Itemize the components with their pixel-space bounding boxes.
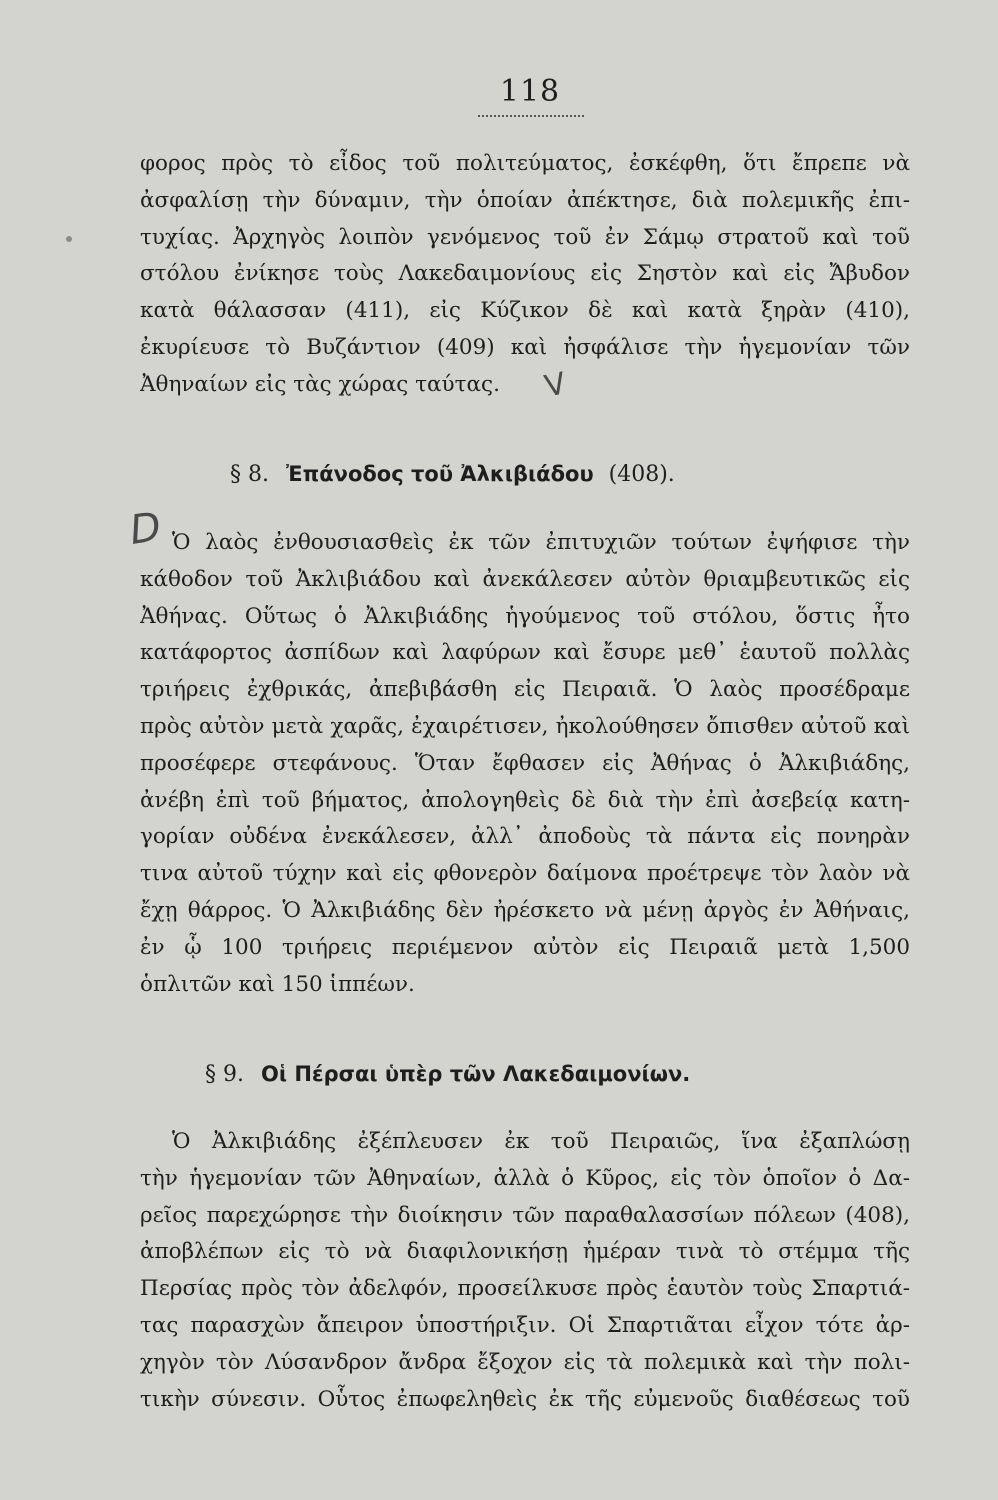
text-line: ἀποβλέπων εἰς τὸ νὰ διαφιλονικήσῃ ἡμέραν τινὰ τὸ στέμμα τῆς bbox=[140, 1239, 910, 1265]
text-line: στόλου ἐνίκησε τοὺς Λακεδαιμονίους εἰς Σηστὸν καὶ εἰς Ἄβυδον bbox=[140, 261, 910, 287]
text-line: ἀνέβη ἐπὶ τοῦ βήματος, ἀπολογηθεὶς δὲ διὰ τὴν ἐπὶ ἀσεβείᾳ κατη- bbox=[140, 787, 910, 813]
text-line: τικὴν σύνεσιν. Οὗτος ἐπωφεληθεὶς ἐκ τῆς εὐμενοῦς διαθέσεως τοῦ bbox=[140, 1386, 910, 1412]
section-8-heading bbox=[230, 462, 675, 487]
paragraph-3 bbox=[140, 1124, 910, 1418]
handwritten-initial: D bbox=[126, 504, 164, 554]
text-line: ἀσφαλίσῃ τὴν δύναμιν, τὴν ὁποίαν ἀπέκτησε, διὰ πολεμικῆς ἐπι- bbox=[140, 187, 910, 213]
section-title: Οἱ Πέρσαι ὑπὲρ τῶν Λακεδαιμονίων. bbox=[260, 1062, 691, 1086]
text-line: ἐν ᾧ 100 τριήρεις περιέμενον αὐτὸν εἰς Πειραιᾶ μετὰ 1,500 bbox=[140, 934, 910, 960]
section-symbol: § 8. bbox=[230, 462, 269, 487]
paragraph-1 bbox=[140, 146, 910, 404]
text-line: Ὁ λαὸς ἐνθουσιασθεὶς ἐκ τῶν ἐπιτυχιῶν τούτων ἐψήφισε τὴν bbox=[172, 530, 910, 555]
text-line: Ὁ Ἀλκιβιάδης ἐξέπλευσεν ἐκ τοῦ Πειραιῶς, ἵνα ἐξαπλώσῃ bbox=[172, 1129, 910, 1154]
text-line: γορίαν οὐδένα ἐνεκάλεσεν, ἀλλ᾽ ἀποδοὺς τὰ πάντα εἰς πονηρὰν bbox=[140, 824, 910, 850]
text-line: χηγὸν τὸν Λύσανδρον ἄνδρα ἔξοχον εἰς τὰ πολεμικὰ καὶ τὴν πολι- bbox=[140, 1349, 910, 1375]
text-line: φορος πρὸς τὸ εἶδος τοῦ πολιτεύματος, ἐσκέφθη, ὅτι ἔπρεπε νὰ bbox=[140, 151, 910, 176]
text-line: κατάφορτος ἀσπίδων καὶ λαφύρων καὶ ἔσυρε μεθ᾽ ἑαυτοῦ πολλὰς bbox=[140, 640, 910, 666]
section-symbol: § 9. bbox=[205, 1062, 244, 1087]
section-9-heading bbox=[205, 1062, 698, 1087]
text-line: ὁπλιτῶν καὶ 150 ἱππέων. bbox=[140, 971, 415, 997]
text-line: τυχίας. Ἀρχηγὸς λοιπὸν γενόμενος τοῦ ἐν Σάμῳ στρατοῦ καὶ τοῦ bbox=[140, 224, 910, 250]
handwritten-mark: V bbox=[541, 366, 569, 405]
text-line: πρὸς αὐτὸν μετὰ χαρᾶς, ἐχαιρέτισεν, ἠκολούθησεν ὄπισθεν αὐτοῦ καὶ bbox=[140, 713, 910, 739]
margin-dot bbox=[66, 236, 72, 242]
text-line: Ἀθήνας. Οὕτως ὁ Ἀλκιβιάδης ἡγούμενος τοῦ στόλου, ὅστις ἦτο bbox=[140, 603, 910, 629]
section-title: Ἐπάνοδος τοῦ Ἀλκιβιάδου bbox=[285, 462, 594, 486]
text-line: τριήρεις ἐχθρικάς, ἀπεβιβάσθη εἰς Πειραιᾶ. Ὁ λαὸς προσέδραμε bbox=[140, 677, 910, 703]
text-line: Περσίας πρὸς τὸν ἀδελφόν, προσείλκυσε πρὸς ἑαυτὸν τοὺς Σπαρτιά- bbox=[140, 1276, 910, 1302]
text-line: κάθοδον τοῦ Ἀκλιβιάδου καὶ ἀνεκάλεσεν αὐτὸν θριαμβευτικῶς εἰς bbox=[140, 566, 910, 592]
section-year: (408). bbox=[608, 462, 675, 487]
paragraph-2 bbox=[140, 525, 910, 1003]
page-number: 118 bbox=[499, 74, 561, 109]
text-line: ἐκυρίευσε τὸ Βυζάντιον (409) καὶ ἠσφάλισε τὴν ἡγεμονίαν τῶν bbox=[140, 334, 910, 360]
text-line: κατὰ θάλασσαν (411), εἰς Κύζικον δὲ καὶ κατὰ ξηρὰν (410), bbox=[140, 298, 910, 324]
text-line: τας παρασχὼν ἄπειρον ὑποστήριξιν. Οἱ Σπαρτιᾶται εἶχον τότε ἀρ- bbox=[140, 1312, 910, 1338]
page-number-rule bbox=[478, 115, 584, 117]
text-line: ἔχῃ θάρρος. Ὁ Ἀλκιβιάδης δὲν ἠρέσκετο νὰ μένῃ ἀργὸς ἐν Ἀθήναις, bbox=[140, 897, 910, 923]
text-line: Ἀθηναίων εἰς τὰς χώρας ταύτας. bbox=[140, 371, 500, 397]
text-line: προσέφερε στεφάνους. Ὅταν ἔφθασεν εἰς Ἀθήνας ὁ Ἀλκιβιάδης, bbox=[140, 750, 910, 776]
text-line: τινα αὐτοῦ τύχην καὶ εἰς φθονερὸν δαίμονα προέτρεψε τὸν λαὸν νὰ bbox=[140, 861, 910, 887]
text-line: τὴν ἡγεμονίαν τῶν Ἀθηναίων, ἀλλὰ ὁ Κῦρος, εἰς τὸν ὁποῖον ὁ Δα- bbox=[140, 1165, 910, 1191]
text-line: ρεῖος παρεχώρησε τὴν διοίκησιν τῶν παραθαλασσίων πόλεων (408), bbox=[140, 1202, 910, 1228]
